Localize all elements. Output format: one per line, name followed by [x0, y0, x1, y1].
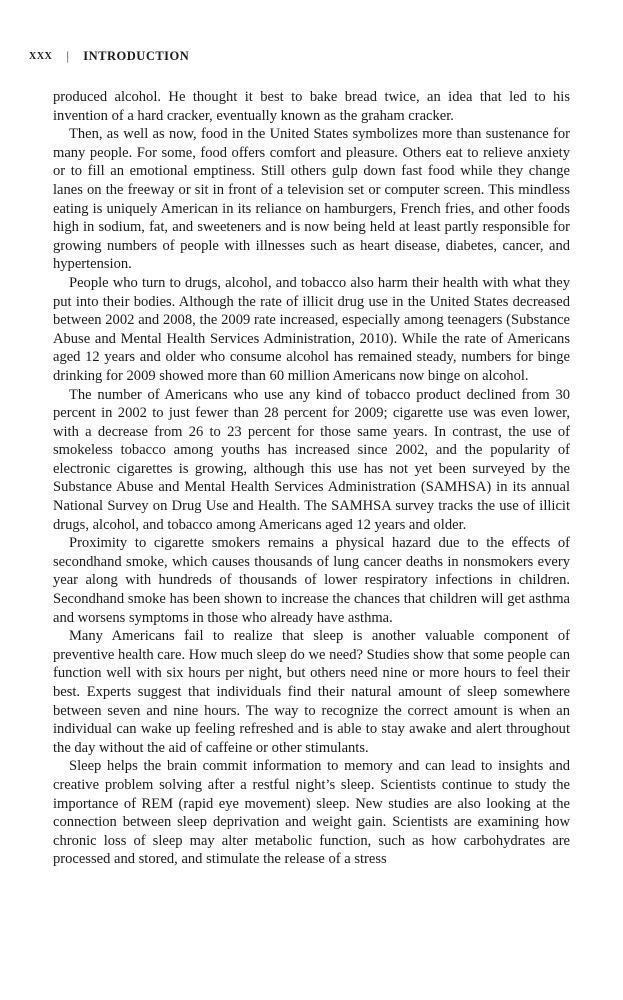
paragraph: The number of Americans who use any kind of tobacco product declined from 30 percent in 2002 to just fewer than 28 percent for 2009; cigarette use was even lower, with a decrease from 26 to 23 percent for those same years. In contrast, the use of smokeless tobacco among youths has increased since 2002, and the popularity of electronic cigarettes is growing, although this use has not yet been surveyed by the Substance Abuse and Mental Health Services Administration (SAMHSA) in its annual National Survey on Drug Use and Health. The SAMHSA survey tracks the use of illicit drugs, alcohol, and tobacco among Americans aged 12 years and older. — [53, 386, 570, 533]
paragraph: Then, as well as now, food in the United States symbolizes more than sustenance for many people. For some, food offers comfort and pleasure. Others eat to relieve anxiety or to fill an emotional emptiness. Still others gulp down fast food while they change lanes on the freeway or sit in front of a television set or computer screen. This mindless eating is uniquely American in its reliance on hamburgers, French fries, and other foods high in sodium, fat, and sweeteners and is now being held at least partly responsible for growing numbers of people with illnesses such as heart disease, diabetes, cancer, and hypertension. — [53, 126, 570, 273]
paragraph: Sleep helps the brain commit information to memory and can lead to insights and creative problem solving after a restful night’s sleep. Scientists continue to study the importance of REM (rapid eye movement) sleep. New studies are also looking at the connection between sleep deprivation and weight gain. Scientists are examining how chronic loss of sleep may alter metabolic function, such as how carbohydrates are processed and stored, and stimulate the release of a stress — [53, 758, 570, 868]
page-number: xxx — [29, 48, 53, 63]
book-page — [29, 44, 570, 869]
header-separator: | — [66, 48, 70, 63]
paragraph-continued: produced alcohol. He thought it best to bake bread twice, an idea that led to his invention of a hard cracker, eventually known as the graham cracker. — [53, 89, 570, 124]
paragraph: People who turn to drugs, alcohol, and tobacco also harm their health with what they put into their bodies. Although the rate of illicit drug use in the United States decreased between 2002 and 2008, the 2009 rate increased, especially among teenagers (Substance Abuse and Mental Health Services Administration, 2010). While the rate of Americans aged 12 years and older who consume alcohol has remained steady, numbers for binge drinking for 2009 showed more than 60 million Americans now binge on alcohol. — [53, 274, 570, 384]
section-title: INTRODUCTION — [83, 48, 190, 63]
body-text — [53, 88, 570, 869]
paragraph: Proximity to cigarette smokers remains a physical hazard due to the effects of secondhand smoke, which causes thousands of lung cancer deaths in nonsmokers every year along with hundreds of thousands of lower respiratory infections in children. Secondhand smoke has been shown to increase the chances that children will get asthma and worsens symptoms in those who already have asthma. — [53, 535, 570, 626]
paragraph: Many Americans fail to realize that sleep is another valuable component of preventive health care. How much sleep do we need? Studies show that some people can function well with six hours per night, but others need nine or more hours to feel their best. Experts suggest that individuals find their natural amount of sleep somewhere between seven and nine hours. The way to recognize the correct amount is when an individual can wake up feeling refreshed and is able to stay awake and alert throughout the day without the aid of caffeine or other stimulants. — [53, 628, 570, 756]
running-head — [29, 44, 570, 68]
